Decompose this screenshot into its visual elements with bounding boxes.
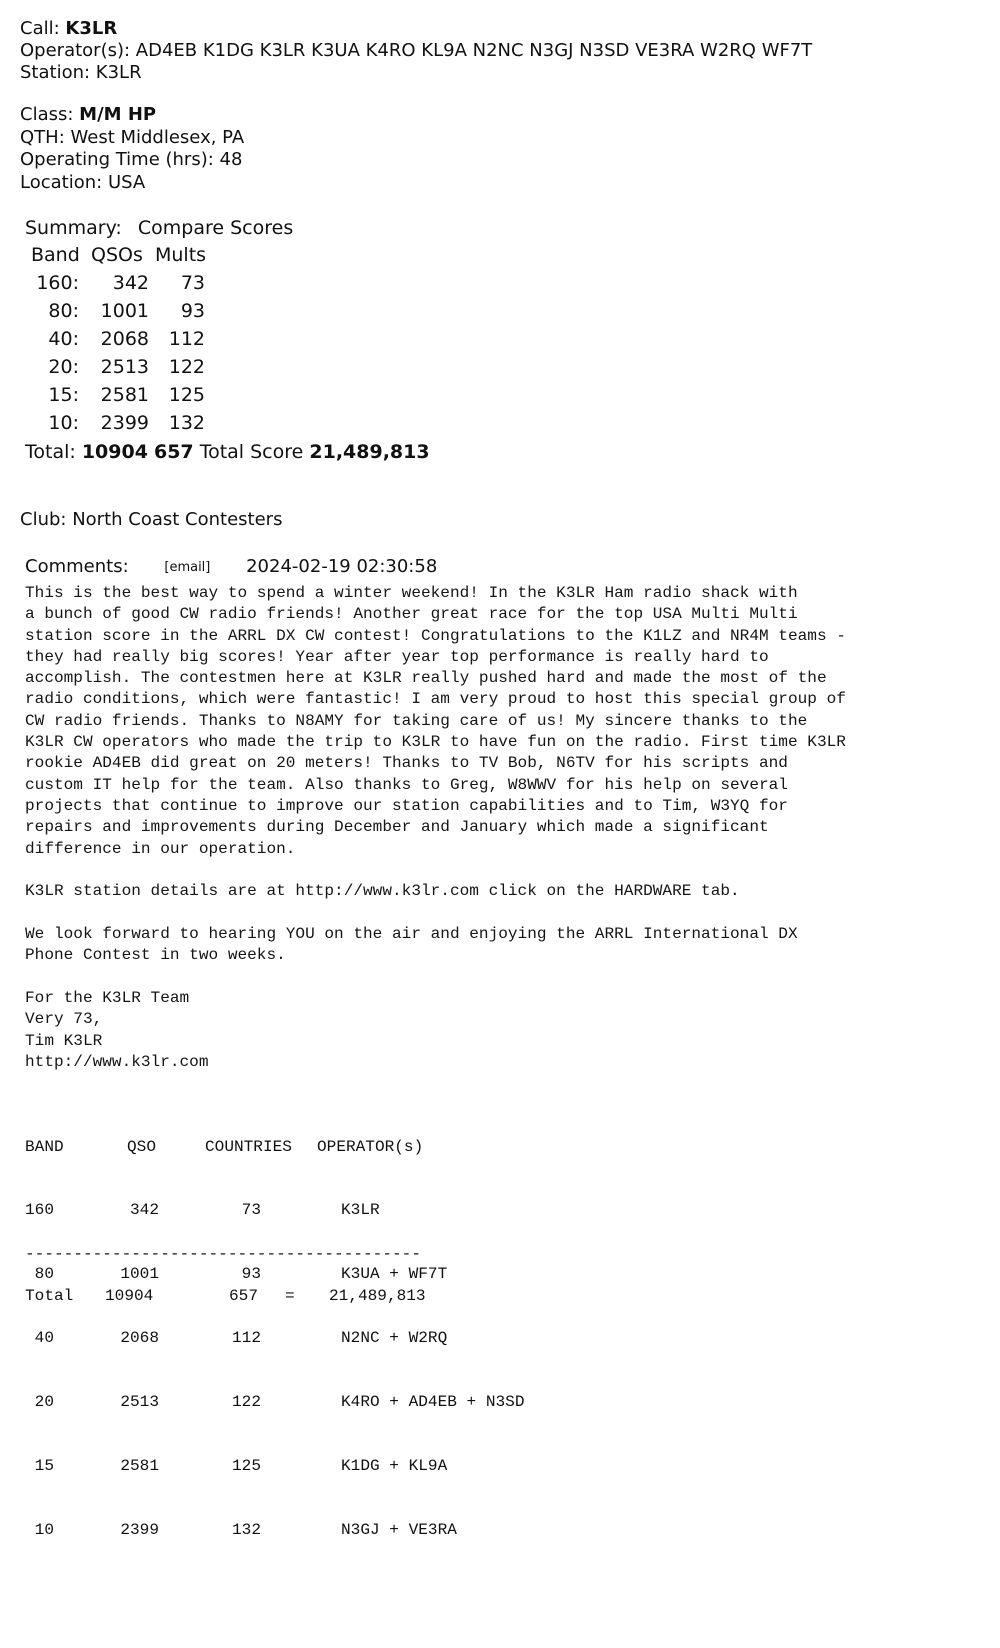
club-label: Club: — [20, 509, 67, 530]
station-value: K3LR — [95, 62, 142, 83]
col-band-header: Band — [31, 244, 80, 266]
qsos-cell: 2399 — [100, 412, 149, 434]
look-forward-text: We look forward to hearing YOU on the air and enjoying the ARRL International DX Phone Contest in two weeks. — [25, 925, 798, 965]
summary-label: Summary: — [25, 217, 122, 239]
qso-header: QSO — [127, 1137, 156, 1156]
operators-value: AD4EB K1DG K3LR K3UA K4RO KL9A N2NC N3GJ N3SD VE3RA W2RQ WF7T — [135, 40, 813, 61]
summary-heading — [25, 217, 293, 239]
mults-cell: 112 — [168, 328, 205, 350]
qth-line — [20, 127, 244, 150]
operators-cell: K4RO + AD4EB + N3SD — [341, 1393, 525, 1412]
qso-cell: 342 — [130, 1201, 159, 1220]
col-mults-header: Mults — [155, 244, 207, 266]
call-value: K3LR — [65, 18, 118, 39]
table-row — [25, 1264, 448, 1285]
mults-cell: 73 — [180, 272, 205, 294]
club-name: North Coast Contesters — [72, 509, 283, 530]
comment-body: This is the best way to spend a winter weekend! In the K3LR Ham radio shack with a bunch of good CW radio friends! Another great race for the top USA Multi Multi station score in the ARRL DX CW contest! Congratulations to the K1LZ and NR4M teams - they had really big scores! Year after year top performance is really hard to accomplish. The contestmen here at K3LR really pushed hard and made the most of the radio conditions, which were fantastic! I am very proud to host this special group of CW radio friends. Thanks to N8AMY for taking care of us! My sincere thanks to the K3LR CW operators who made the trip to K3LR to have fun on the radio. First time K3LR rookie AD4EB did great on 20 meters! Thanks to TV Bob, N6TV for his scripts and custom IT help for the team. Also thanks to Greg, W8WWV for his help on several projects that continue to improve our station capabilities and to Tim, W3YQ for repairs and improvements during December and January which made a significant difference in our operation. — [25, 584, 846, 858]
band-cell: 80: — [48, 300, 79, 322]
table-row — [25, 1200, 380, 1221]
qsos-cell: 2513 — [100, 356, 149, 378]
table-row — [25, 1520, 457, 1541]
final-total-score: 21,489,813 — [329, 1287, 426, 1305]
comments-header — [25, 556, 437, 577]
mults-cell: 125 — [168, 384, 205, 406]
final-total-label: Total — [25, 1287, 74, 1305]
countries-cell: 93 — [241, 1265, 261, 1284]
total-mults: 657 — [153, 441, 194, 463]
total-score-label: Total Score — [199, 441, 304, 463]
countries-cell: 125 — [232, 1457, 261, 1476]
operators-cell: K3UA + WF7T — [341, 1265, 448, 1284]
band-cell: 160 — [25, 1201, 54, 1220]
qth-value: West Middlesex, PA — [70, 127, 245, 148]
qso-cell: 1001 — [120, 1265, 159, 1284]
band-cell: 40: — [48, 328, 79, 350]
band-cell: 160: — [36, 272, 79, 294]
band-cell: 15: — [48, 384, 79, 406]
total-qsos: 10904 — [81, 441, 148, 463]
operating-time-label: Operating Time (hrs): — [20, 149, 214, 170]
equals-sign: = — [285, 1287, 295, 1305]
class-value: M/M HP — [79, 104, 157, 125]
operators-header: OPERATOR(s) — [317, 1137, 424, 1156]
station-line — [20, 62, 142, 85]
qsos-cell: 1001 — [100, 300, 149, 322]
band-cell: 15 — [25, 1457, 54, 1476]
countries-cell: 122 — [232, 1393, 261, 1412]
mults-cell: 93 — [180, 300, 205, 322]
comment-timestamp: 2024-02-19 02:30:58 — [246, 556, 438, 577]
class-label: Class: — [20, 104, 74, 125]
qso-cell: 2068 — [120, 1329, 159, 1348]
col-qsos-header: QSOs — [91, 244, 143, 266]
operators-cell: K3LR — [341, 1201, 380, 1220]
operating-time-line — [20, 149, 242, 172]
qsos-cell: 342 — [112, 272, 149, 294]
signoff-text: For the K3LR Team Very 73, Tim K3LR http://www.k3lr.com — [25, 989, 209, 1071]
email-link[interactable]: [email] — [164, 560, 211, 575]
qsos-cell: 2068 — [100, 328, 149, 350]
operators-header-row — [25, 1137, 424, 1158]
final-total-countries: 657 — [229, 1287, 258, 1305]
band-cell: 40 — [25, 1329, 54, 1348]
call-label: Call: — [20, 18, 60, 39]
countries-header: COUNTRIES — [205, 1137, 292, 1156]
mults-cell: 122 — [168, 356, 205, 378]
location-value: USA — [107, 172, 146, 193]
table-row — [25, 1456, 448, 1477]
countries-cell: 73 — [241, 1201, 261, 1220]
band-cell: 20 — [25, 1393, 54, 1412]
operators-cell: N3GJ + VE3RA — [341, 1520, 457, 1539]
qso-cell: 2513 — [120, 1393, 159, 1412]
location-line — [20, 172, 145, 195]
location-label: Location: — [20, 172, 103, 193]
band-cell: 80 — [25, 1265, 54, 1284]
operators-cell: K1DG + KL9A — [341, 1457, 448, 1476]
operating-time-value: 48 — [219, 149, 243, 170]
band-cell: 10: — [48, 412, 79, 434]
mults-cell: 132 — [168, 412, 205, 434]
compare-scores-link[interactable]: Compare Scores — [137, 217, 294, 239]
band-cell: 10 — [25, 1520, 54, 1539]
operators-label: Operator(s): — [20, 40, 131, 61]
summary-total-line — [25, 441, 430, 463]
qso-cell: 2581 — [120, 1457, 159, 1476]
table-row — [25, 1392, 525, 1413]
final-total-qso: 10904 — [105, 1287, 154, 1305]
band-header: BAND — [25, 1137, 64, 1156]
comments-label: Comments: — [25, 556, 129, 577]
operators-line — [20, 40, 812, 63]
qth-label: QTH: — [20, 127, 65, 148]
class-line — [20, 104, 156, 127]
total-score: 21,489,813 — [309, 441, 430, 463]
club-line — [20, 509, 282, 530]
total-label: Total: — [25, 441, 76, 463]
countries-cell: 132 — [232, 1520, 261, 1539]
station-details-text: K3LR station details are at http://www.k3lr.com click on the HARDWARE tab. — [25, 882, 740, 900]
qsos-cell: 2581 — [100, 384, 149, 406]
band-cell: 20: — [48, 356, 79, 378]
call-line — [20, 18, 117, 41]
qso-cell: 2399 — [120, 1520, 159, 1539]
table-divider: ----------------------------------------- — [25, 1245, 421, 1263]
countries-cell: 112 — [232, 1329, 261, 1348]
station-label: Station: — [20, 62, 91, 83]
operators-cell: N2NC + W2RQ — [341, 1329, 448, 1348]
